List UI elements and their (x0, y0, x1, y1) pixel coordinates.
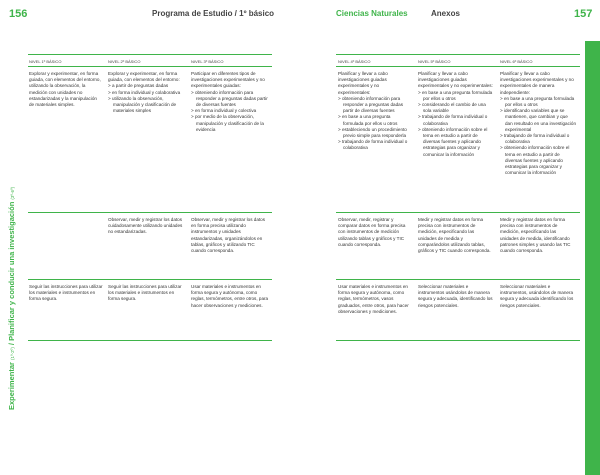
rule-row1-top-left (28, 66, 272, 67)
cell-text: Participar en diferentes tipos de investigaciones experimentales y no experimentales guiadas: (191, 71, 265, 89)
table-cell (108, 284, 186, 303)
bullet-item: > utilizando la observación, manipulación y clasificación de materiales simples (108, 95, 177, 114)
rule-header-top-left (28, 54, 272, 55)
bullet-item: > obteniendo información para responder a preguntas dadas partir de diversas fuentes (191, 89, 268, 108)
rule-header-top-right (336, 54, 580, 55)
cell-text: Seleccionar materiales e instrumentos, usándolos de manera segura y adecuada identificando los riesgos potenciales. (500, 284, 574, 308)
rule-bottom-right (336, 340, 580, 341)
bullet-item: > en base a una pregunta formulada por ellos u otros (338, 114, 398, 126)
bullet-item: > trabajando de forma individual o colaborativa (418, 114, 488, 126)
column-header: NIVEL 5º BÁSICO (418, 59, 451, 64)
cell-text: Seguir las instrucciones para utilizar los materiales e instrumentos en forma segura. (29, 284, 103, 302)
bullet-item: > obteniendo información sobre el tema en estudio a partir de diversas fuentes y aplicando estrategias para organizar y comunicar la información (418, 126, 488, 157)
bullet-item: > considerando el cambio de una sola variable (418, 102, 486, 114)
bullet-item: > por medio de la observación, manipulación y clasificación de la evidencia (191, 114, 264, 132)
cell-text: Seguir las instrucciones para utilizar los materiales e instrumentos en forma segura. (108, 284, 182, 302)
right-section-title: Ciencias Naturales (336, 9, 408, 18)
table-cell (108, 217, 186, 236)
column-header: NIVEL 6º BÁSICO (500, 59, 533, 64)
table-cell (418, 71, 494, 158)
bullet-item: > en base a una pregunta formulada por ellos u otros (418, 89, 493, 101)
table-cell (29, 71, 103, 108)
cell-text: Planificar y llevar a cabo investigaciones experimentales y no experimentales de manera independiente: (500, 71, 574, 95)
table-cell (500, 284, 576, 309)
cell-text: Seleccionar materiales e instrumentos usándolos de manera segura y adecuada, identificando los riesgos potenciales. (418, 284, 493, 308)
cell-text: Observar, medir, registrar y comparar datos en forma precisa con instrumentos de medición utilizando tablas y gráficos y TIC cuando corresponda. (338, 217, 406, 247)
right-page-number: 157 (574, 8, 593, 20)
rule-bottom-left (28, 340, 272, 341)
cell-text: Medir y registrar datos en forma precisa con instrumentos de medición, especificando las unidades de medida, identificando patrones simples y usando las TIC cuando corresponda. (500, 217, 571, 254)
table-cell (418, 217, 494, 254)
rule-row3-top-right (336, 279, 580, 280)
column-header: NIVEL 4º BÁSICO (338, 59, 371, 64)
rule-row2-top-left (28, 212, 272, 213)
column-header: NIVEL 3º BÁSICO (191, 59, 224, 64)
bullet-item: > obteniendo información sobre el tema en estudio a partir de diversas fuentes y aplicando estrategias para organizar y comunicar la información (500, 145, 570, 176)
side-label: Experimentar (1º-2º) / Planificar y conducir una investigación (3º-6º) (7, 186, 16, 410)
left-running-title: Programa de Estudio / 1º básico (152, 9, 275, 18)
column-header: NIVEL 2º BÁSICO (108, 59, 141, 64)
bullet-item: > identificando variables que se mantienen, que cambian y que dan resultado en una investigación experimental (500, 108, 576, 132)
cell-text: Medir y registrar datos en forma precisa con instrumentos de medición, especificando las unidades de medida y comparándolos utilizando tablas, gráficos y TIC cuando corresponda. (418, 217, 491, 254)
table-cell (191, 71, 269, 133)
table-cell (191, 284, 269, 309)
right-running-title: Anexos (431, 9, 460, 18)
section-tab-bar (585, 41, 600, 475)
table-cell (338, 217, 412, 248)
bullet-item: > estableciendo un procedimiento previo simple para responderla (338, 126, 407, 139)
cell-text: Planificar y llevar a cabo investigaciones guiadas experimentales y no experimentales: (418, 71, 493, 89)
rule-row2-top-right (336, 212, 580, 213)
table-cell (500, 71, 576, 176)
bullet-item: > en forma individual y colectiva (191, 108, 257, 114)
bullet-item: > trabajando de forma individual o colaborativa (338, 139, 408, 151)
bullet-item: > trabajando de forma individual o colaborativa (500, 133, 570, 145)
cell-text: Usar materiales e instrumentos en forma segura y autónoma, como reglas, termómetros, entre otros, para hacer observaciones y mediciones. (191, 284, 269, 308)
cell-text: Observar, medir y registrar los datos en forma precisa utilizando instrumentos y unidades estandarizadas, organizándolos en tablas, gráficos y utilizando TIC cuando corresponda. (191, 217, 266, 254)
table-cell (418, 284, 494, 309)
cell-text: Explorar y experimentar, en forma guiada, con elementos del entorno, utilizando la observación, la medición con unidades no estandarizadas y la manipulación de materiales simples. (29, 71, 101, 108)
rule-row3-top-left (28, 279, 272, 280)
table-cell (191, 217, 269, 254)
bullet-item: > en base a una pregunta formulada por ellos u otros (500, 95, 575, 108)
rule-row1-top-right (336, 66, 580, 67)
table-cell (108, 71, 186, 114)
table-cell (29, 284, 103, 303)
table-cell (338, 71, 412, 152)
bullet-item: > obteniendo información para responder a preguntas dadas partir de diversas fuentes (338, 95, 404, 114)
column-header: NIVEL 1º BÁSICO (29, 59, 62, 64)
cell-text: Planificar y llevar a cabo investigaciones guiadas experimentales y no experimentales: (338, 71, 388, 95)
left-page-number: 156 (9, 8, 28, 20)
bullet-item: > en forma individual y colaborativa (108, 89, 181, 95)
cell-text: Explorar y experimentar, en forma guiada, con elementos del entorno: (108, 71, 180, 83)
bullet-item: > a partir de preguntas dadas (108, 83, 169, 89)
table-cell (500, 217, 576, 254)
cell-text: Usar materiales e instrumentos en forma segura y autónoma, como reglas, termómetros, vasos graduados, entre otros, para hacer observaciones y mediciones. (338, 284, 409, 314)
cell-text: Observar, medir y registrar los datos cuidadosamente utilizando unidades no estandarizadas. (108, 217, 183, 235)
table-cell (338, 284, 412, 315)
